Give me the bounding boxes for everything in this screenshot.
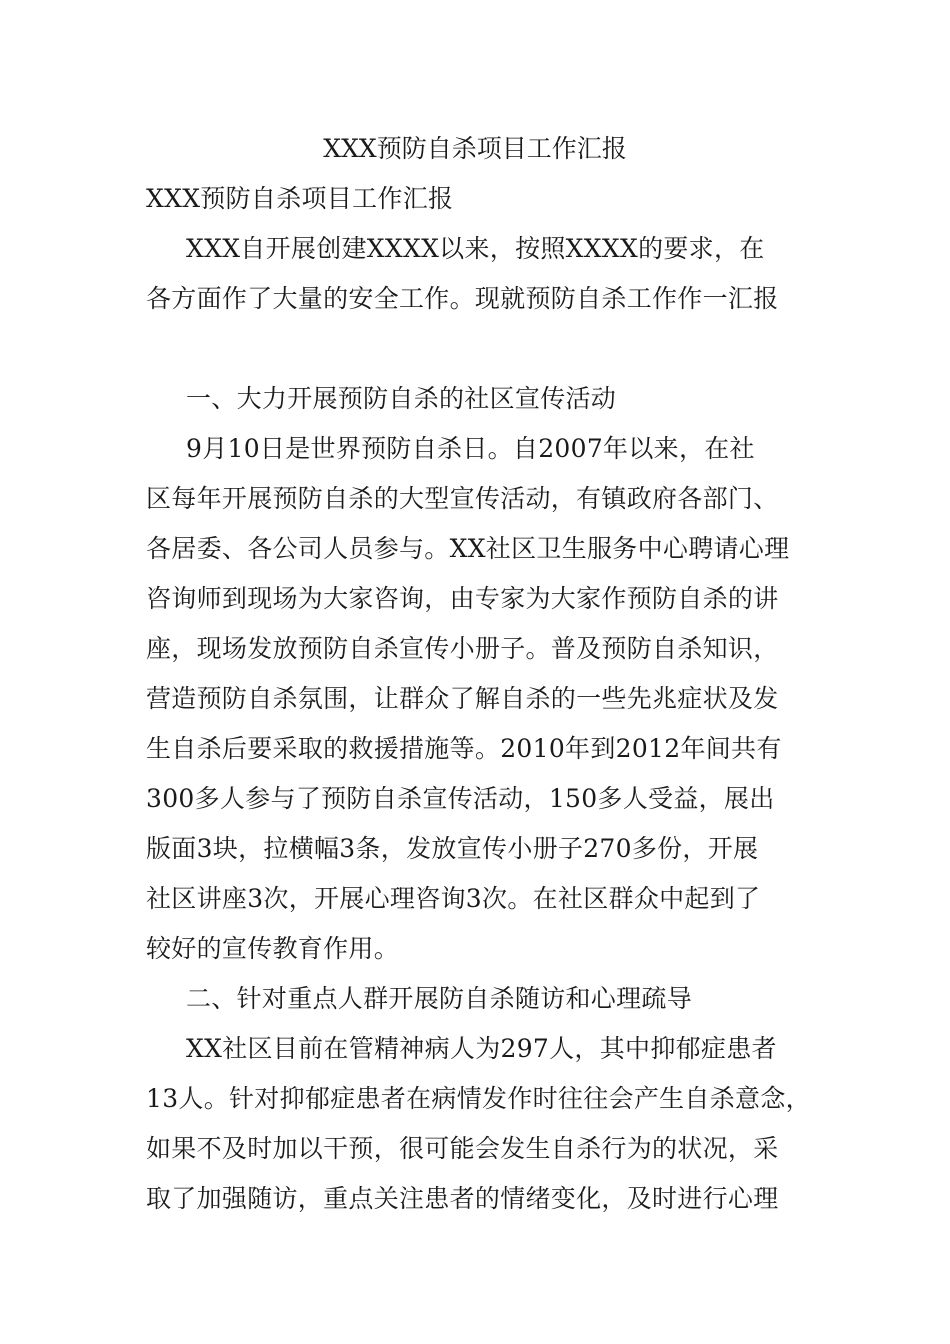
document-title: XXX预防自杀项目工作汇报 [323, 134, 627, 163]
subtitle-line: XXX预防自杀项目工作汇报 [146, 184, 454, 213]
paragraph-line: 咨询师到现场为大家咨询，由专家为大家作预防自杀的讲 [146, 584, 779, 613]
section-heading: 一、大力开展预防自杀的社区宣传活动 [186, 384, 617, 413]
paragraph-line: 9月10日是世界预防自杀日。自2007年以来，在社 [186, 434, 755, 463]
paragraph-line: 生自杀后要采取的救援措施等。2010年到2012年间共有 [146, 734, 782, 763]
paragraph-line: XXX自开展创建XXXX以来，按照XXXX的要求，在 [186, 234, 765, 263]
paragraph-line: 社区讲座3次，开展心理咨询3次。在社区群众中起到了 [146, 884, 761, 913]
section-heading: 二、针对重点人群开展防自杀随访和心理疏导 [186, 984, 693, 1013]
paragraph-line: 营造预防自杀氛围，让群众了解自杀的一些先兆症状及发 [146, 684, 779, 713]
paragraph-line: 300多人参与了预防自杀宣传活动，150多人受益，展出 [146, 784, 775, 813]
paragraph-line: 取了加强随访，重点关注患者的情绪变化，及时进行心理 [146, 1184, 779, 1213]
paragraph-line: 较好的宣传教育作用。 [146, 934, 400, 963]
paragraph-line: 版面3块，拉横幅3条，发放宣传小册子270多份，开展 [146, 834, 759, 863]
paragraph-line: 13人。针对抑郁症患者在病情发作时往往会产生自杀意念， [146, 1084, 811, 1113]
paragraph-line: 区每年开展预防自杀的大型宣传活动，有镇政府各部门、 [146, 484, 779, 513]
paragraph-line: XX社区目前在管精神病人为297人，其中抑郁症患者 [186, 1034, 777, 1063]
paragraph-line: 如果不及时加以干预，很可能会发生自杀行为的状况，采 [146, 1134, 779, 1163]
paragraph-line: 各居委、各公司人员参与。XX社区卫生服务中心聘请心理 [146, 534, 790, 563]
paragraph-line: 各方面作了大量的安全工作。现就预防自杀工作作一汇报 [146, 284, 779, 313]
paragraph-line: 座，现场发放预防自杀宣传小册子。普及预防自杀知识， [146, 634, 779, 663]
